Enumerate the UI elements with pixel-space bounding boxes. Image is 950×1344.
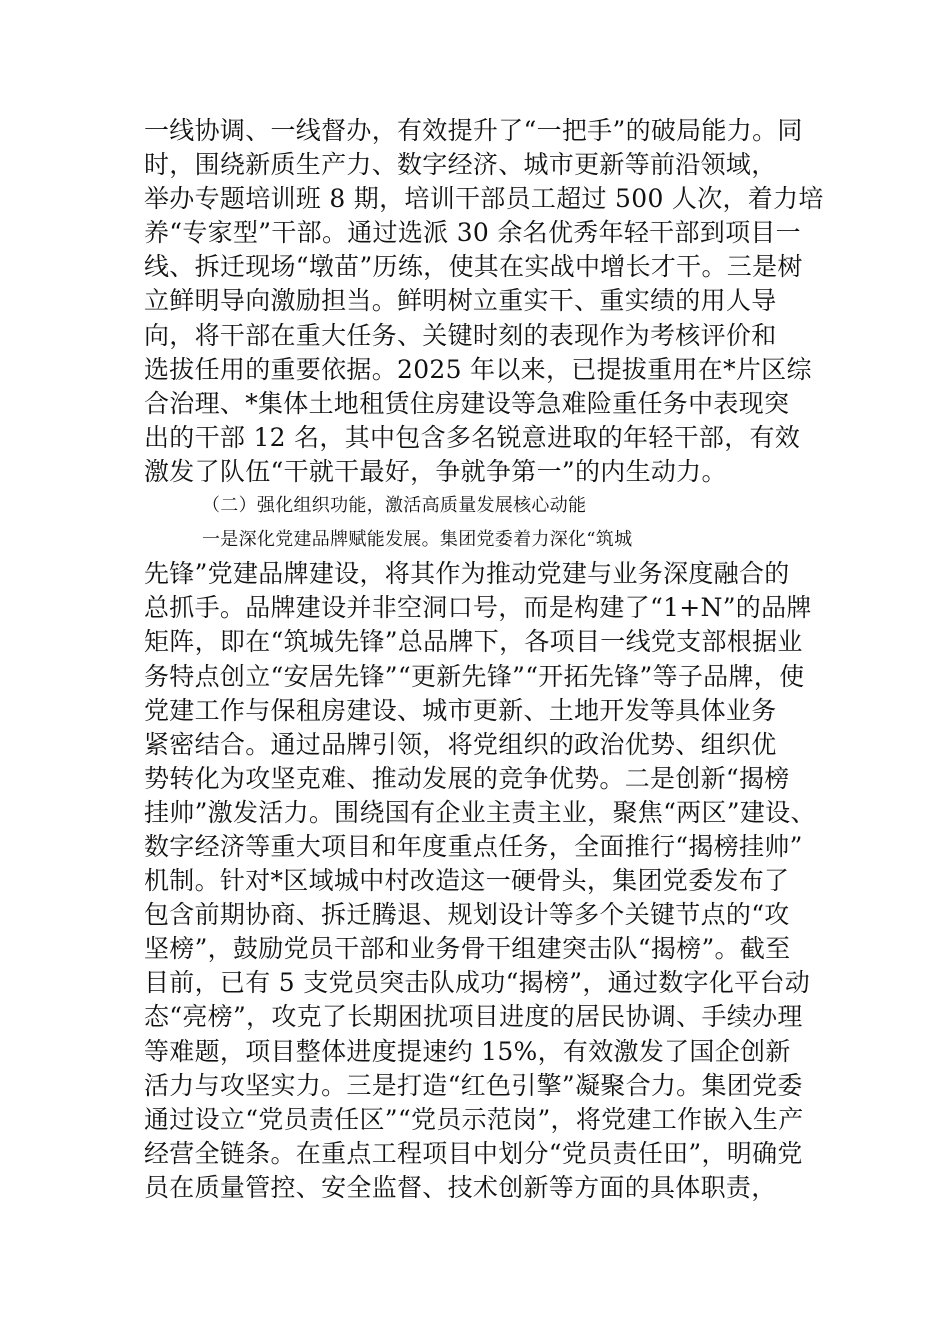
text-line: 经营全链条。在重点工程项目中划分“党员责任田”，明确党 — [144, 1138, 803, 1168]
text-line: 向，将干部在重大任务、关键时刻的表现作为考核评价和 — [144, 320, 777, 350]
text-line: 线、拆迁现场“墩苗”历练，使其在实战中增长才干。三是树 — [144, 252, 803, 282]
text-line: 态“亮榜”，攻克了长期困扰项目进度的居民协调、手续办理 — [144, 1002, 803, 1032]
text-line: 通过设立“党员责任区”“党员示范岗”，将党建工作嵌入生产 — [144, 1104, 804, 1134]
text-line: 员在质量管控、安全监督、技术创新等方面的具体职责， — [144, 1172, 777, 1202]
text-line: 势转化为攻坚克难、推动发展的竞争优势。二是创新“揭榜 — [144, 763, 790, 793]
text-line: 立鲜明导向激励担当。鲜明树立重实干、重实绩的用人导 — [144, 286, 777, 316]
text-line: 养“专家型”干部。通过选派 30 余名优秀年轻干部到项目一 — [144, 218, 801, 248]
text-line: 目前，已有 5 支党员突击队成功“揭榜”，通过数字化平台动 — [144, 968, 811, 998]
body-text — [144, 114, 824, 1205]
text-line: 一是深化党建品牌赋能发展。集团党委着力深化“筑城 — [202, 529, 633, 551]
text-line: 举办专题培训班 8 期，培训干部员工超过 500 人次，着力培 — [144, 184, 824, 214]
text-line: 矩阵，即在“筑城先锋”总品牌下，各项目一线党支部根据业 — [144, 627, 803, 657]
text-line: 党建工作与保租房建设、城市更新、土地开发等具体业务 — [144, 695, 777, 725]
text-line: 挂帅”激发活力。围绕国有企业主责主业，聚焦“两区”建设、 — [144, 797, 816, 827]
text-line: 等难题，项目整体进度提速约 15%，有效激发了国企创新 — [144, 1036, 791, 1066]
text-line: 坚榜”，鼓励党员干部和业务骨干组建突击队“揭榜”。截至 — [144, 934, 791, 964]
section-heading: （二）强化组织功能，激活高质量发展核心动能 — [202, 495, 587, 517]
text-line: 务特点创立“安居先锋”“更新先锋”“开拓先锋”等子品牌，使 — [144, 661, 805, 691]
text-line: 先锋”党建品牌建设，将其作为推动党建与业务深度融合的 — [144, 559, 790, 589]
text-line: 选拔任用的重要依据。2025 年以来，已提拔重用在*片区综 — [144, 354, 812, 384]
text-line: 包含前期协商、拆迁腾退、规划设计等多个关键节点的“攻 — [144, 900, 790, 930]
text-line: 数字经济等重大项目和年度重点任务，全面推行“揭榜挂帅” — [144, 831, 803, 861]
text-line: 激发了队伍“干就干最好，争就争第一”的内生动力。 — [144, 456, 727, 486]
text-line: 总抓手。品牌建设并非空洞口号，而是构建了“1+N”的品牌 — [144, 593, 812, 623]
text-line: 机制。针对*区域城中村改造这一硬骨头，集团党委发布了 — [144, 866, 790, 896]
text-line: 出的干部 12 名，其中包含多名锐意进取的年轻干部，有效 — [144, 422, 801, 452]
text-line: 一线协调、一线督办，有效提升了“一把手”的破局能力。同 — [144, 116, 803, 145]
text-line: 紧密结合。通过品牌引领，将党组织的政治优势、组织优 — [144, 729, 777, 759]
text-line: 合治理、*集体土地租赁住房建设等急难险重任务中表现突 — [144, 388, 790, 418]
text-line: 活力与攻坚实力。三是打造“红色引擎”凝聚合力。集团党委 — [144, 1070, 803, 1100]
text-line: 时，围绕新质生产力、数字经济、城市更新等前沿领域， — [144, 150, 777, 180]
